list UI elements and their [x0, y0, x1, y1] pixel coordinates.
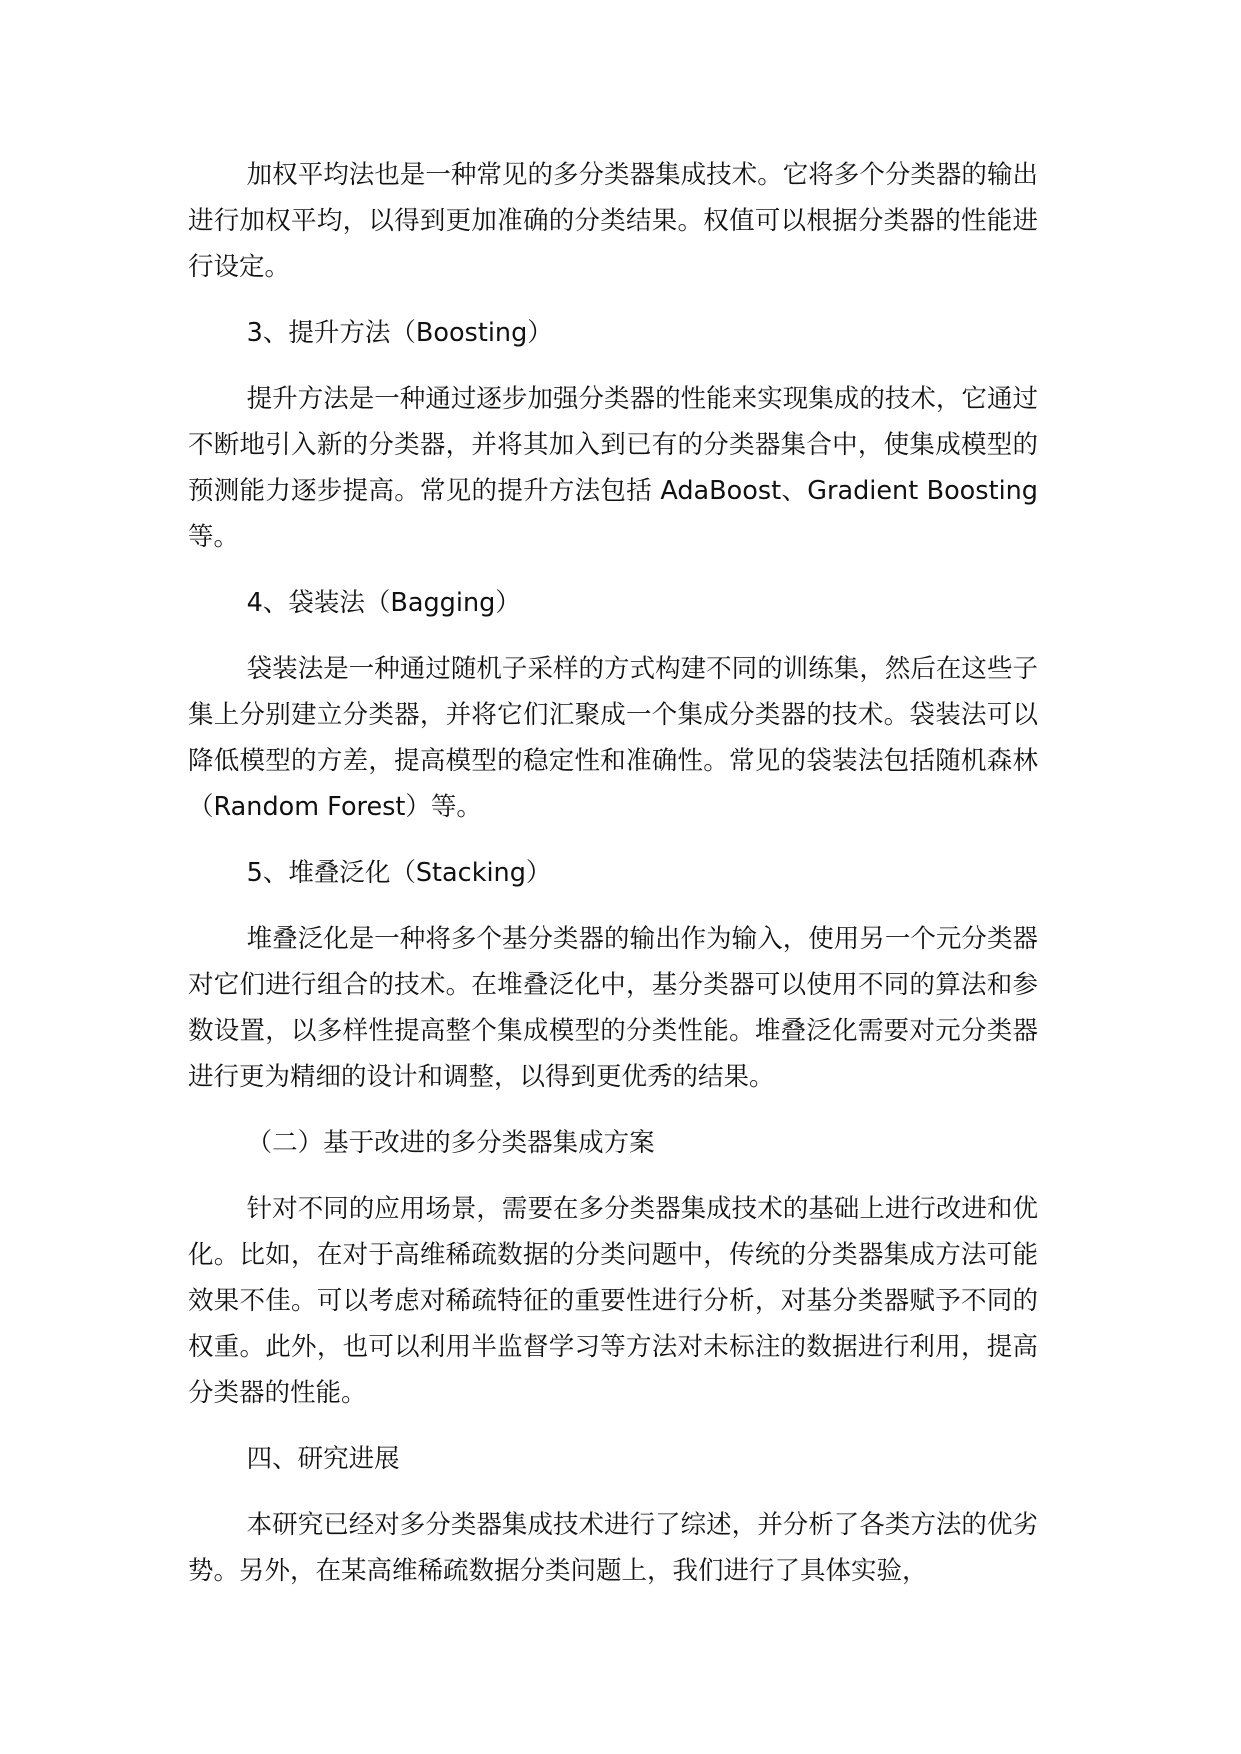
paragraph-boosting: 提升方法是一种通过逐步加强分类器的性能来实现集成的技术，它通过不断地引入新的分类器，并将其加入到已有的分类器集合中，使集成模型的预测能力逐步提高。常见的提升方法包括 AdaBoost、Gradient Boosting 等。 [188, 384, 1038, 552]
heading-stacking: 5、堆叠泛化（Stacking） [246, 858, 552, 888]
paragraph-research-progress: 本研究已经对多分类器集成技术进行了综述，并分析了各类方法的优劣势。另外，在某高维稀疏数据分类问题上，我们进行了具体实验， [188, 1510, 1038, 1586]
heading-bagging: 4、袋装法（Bagging） [246, 588, 521, 618]
paragraph-improved-scheme: 针对不同的应用场景，需要在多分类器集成技术的基础上进行改进和优化。比如，在对于高维稀疏数据的分类问题中，传统的分类器集成方法可能效果不佳。可以考虑对稀疏特征的重要性进行分析，对基分类器赋予不同的权重。此外，也可以利用半监督学习等方法对未标注的数据进行利用，提高分类器的性能。 [188, 1194, 1038, 1408]
heading-improved-scheme: （二）基于改进的多分类器集成方案 [246, 1128, 655, 1158]
paragraph-weighted-average: 加权平均法也是一种常见的多分类器集成技术。它将多个分类器的输出进行加权平均，以得到更加准确的分类结果。权值可以根据分类器的性能进行设定。 [188, 160, 1038, 282]
document-body [188, 152, 1038, 1614]
paragraph-stacking: 堆叠泛化是一种将多个基分类器的输出作为输入，使用另一个元分类器对它们进行组合的技术。在堆叠泛化中，基分类器可以使用不同的算法和参数设置，以多样性提高整个集成模型的分类性能。堆叠泛化需要对元分类器进行更为精细的设计和调整，以得到更优秀的结果。 [188, 924, 1038, 1092]
heading-research-progress: 四、研究进展 [246, 1444, 400, 1474]
paragraph-bagging: 袋装法是一种通过随机子采样的方式构建不同的训练集，然后在这些子集上分别建立分类器，并将它们汇聚成一个集成分类器的技术。袋装法可以降低模型的方差，提高模型的稳定性和准确性。常见的袋装法包括随机森林（Random Forest）等。 [188, 654, 1038, 822]
heading-boosting: 3、提升方法（Boosting） [246, 318, 553, 348]
